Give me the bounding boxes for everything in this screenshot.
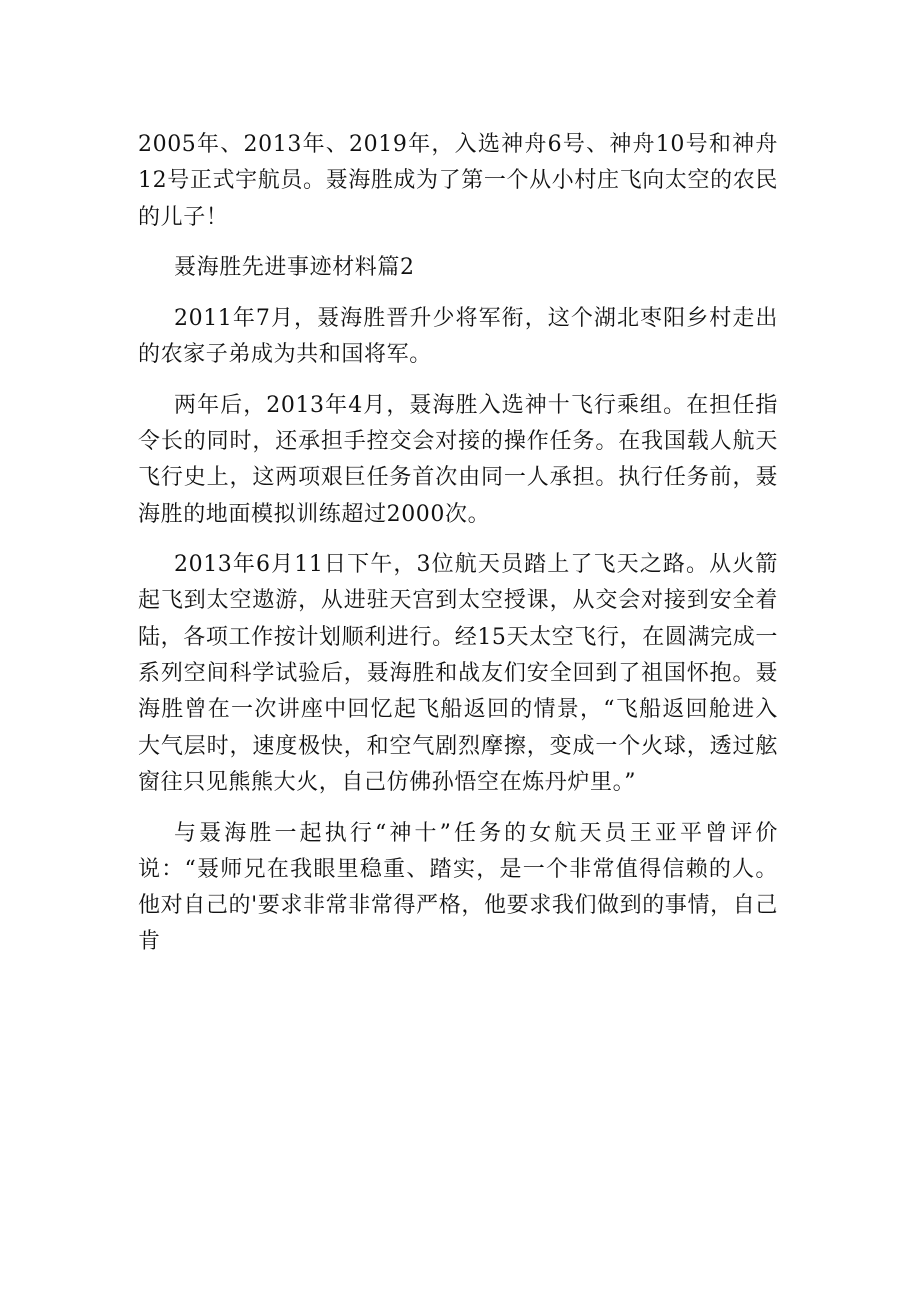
paragraph: 两年后，2013年4月，聂海胜入选神十飞行乘组。在担任指令长的同时，还承担手控交会对接的操作任务。在我国载人航天飞行史上，这两项艰巨任务首次由同一人承担。执行任务前，聂海胜的地面模拟训练超过2000次。 — [138, 392, 778, 527]
section-heading: 聂海胜先进事迹材料篇2 — [174, 255, 415, 281]
paragraph-continued: 2005年、2013年、2019年，入选神舟6号、神舟10号和神舟12号正式宇航员。聂海胜成为了第一个从小村庄飞向太空的农民的儿子！ — [138, 132, 778, 230]
paragraph: 2013年6月11日下午，3位航天员踏上了飞天之路。从火箭起飞到太空遨游，从进驻天宫到太空授课，从交会对接到安全着陆，各项工作按计划顺利进行。经15天太空飞行，在圆满完成一系列空间科学试验后，聂海胜和战友们安全回到了祖国怀抱。聂海胜曾在一次讲座中回忆起飞船返回的情景，“飞船返回舱进入大气层时，速度极快，和空气剧烈摩擦，变成一个火球，透过舷窗往只见熊熊大火，自己仿佛孙悟空在炼丹炉里。” — [138, 552, 778, 795]
paragraph: 与聂海胜一起执行“神十”任务的女航天员王亚平曾评价说：“聂师兄在我眼里稳重、踏实，是一个非常值得信赖的人。他对自己的'要求非常非常得严格，他要求我们做到的事情，自己肯 — [138, 820, 778, 955]
document-body — [138, 127, 778, 975]
paragraph: 2011年7月，聂海胜晋升少将军衔，这个湖北枣阳乡村走出的农家子弟成为共和国将军。 — [138, 305, 778, 368]
